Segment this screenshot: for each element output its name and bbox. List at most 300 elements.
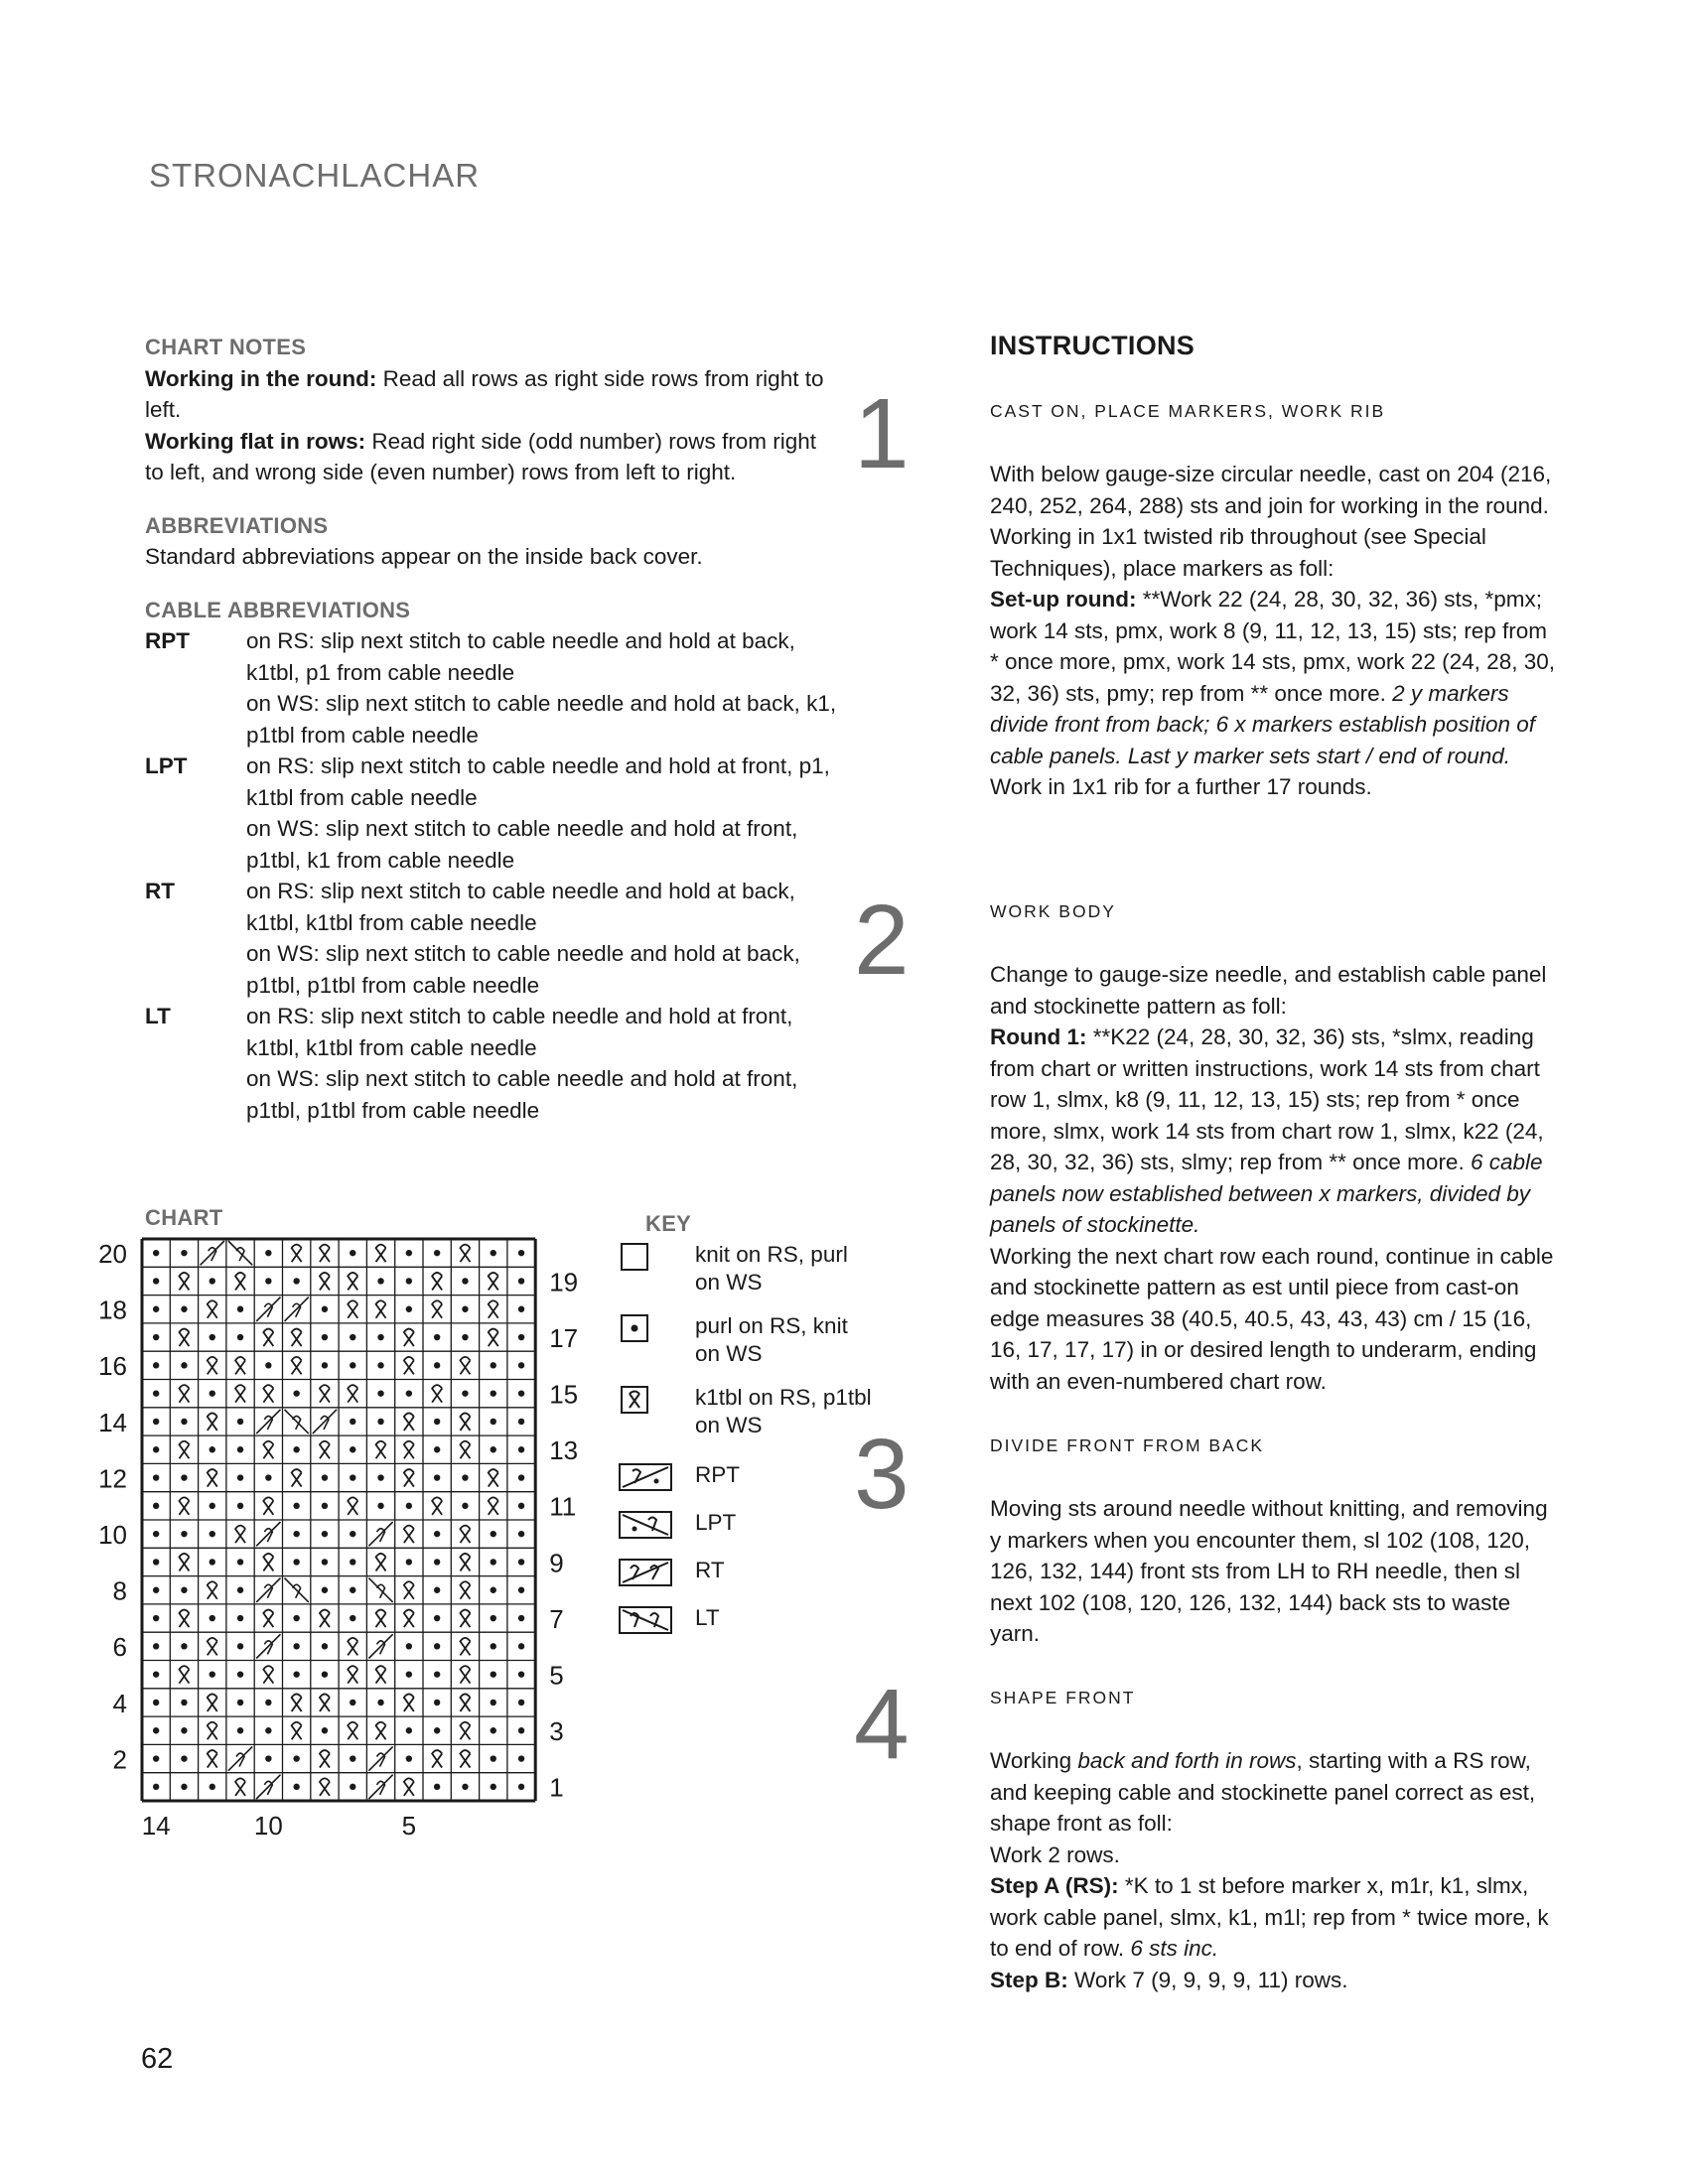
k1tbl-stitch-mark [489,1469,498,1487]
purl-stitch-mark [181,1419,187,1425]
purl-stitch-mark [491,1419,496,1425]
purl-stitch-mark [462,1784,468,1790]
purl-stitch-mark [350,1474,355,1480]
k1tbl-stitch-mark [320,1694,330,1711]
key-label: knit on RS, purl on WS [695,1242,848,1295]
k1tbl-stitch-mark [376,1441,386,1459]
lpt-symbol-icon [619,1511,674,1539]
purl-stitch-mark [322,1503,328,1509]
purl-stitch-mark [434,1250,440,1256]
purl-stitch-mark [237,1306,243,1312]
chart-row-label-right: 1 [549,1772,564,1803]
abbreviations-heading: ABBREVIATIONS [145,512,329,538]
k1tbl-stitch-mark [208,1750,217,1768]
k1tbl-stitch-mark [179,1441,189,1459]
chart-row-label-right: 15 [549,1379,579,1410]
k1tbl-stitch-mark [208,1469,217,1487]
purl-stitch-mark [265,1474,271,1480]
purl-stitch-mark [153,1700,159,1706]
chart-notes-heading: CHART NOTES [145,335,307,359]
cable-stitch-loop [321,1416,329,1430]
purl-stitch-mark [210,1531,215,1537]
chart-row-label-right: 17 [549,1322,579,1353]
k1tbl-stitch-mark [208,1722,217,1740]
purl-stitch-mark [265,1278,271,1284]
abbr-ws: on WS: slip next stitch to cable needle and hold at front, p1tbl, p1tbl from cable needle [246,1066,798,1123]
purl-stitch-mark [518,1643,524,1649]
purl-stitch-mark [434,1784,440,1790]
purl-stitch-mark [293,1446,299,1452]
purl-stitch-mark [518,1250,524,1256]
purl-stitch-mark [153,1250,159,1256]
cable-stitch-loop [264,1529,272,1543]
k1tbl-stitch-mark [376,1722,386,1740]
chart-stitch-label: 14 [141,1811,171,1841]
purl-stitch-mark [518,1671,524,1677]
k1tbl-stitch-mark [432,1497,442,1515]
purl-stitch-mark [518,1503,524,1509]
k1tbl-stitch-mark [263,1610,273,1628]
purl-stitch-mark [181,1727,187,1733]
purl-stitch-mark [181,1784,187,1790]
purl-stitch-mark [377,1503,383,1509]
purl-symbol-icon [621,1314,648,1342]
purl-stitch-mark [293,1503,299,1509]
purl-stitch-mark [210,1390,215,1396]
k1tbl-stitch-mark [179,1329,189,1347]
purl-stitch-mark [350,1419,355,1425]
k1tbl-stitch-mark [320,1273,330,1291]
k1tbl-stitch-mark [460,1610,470,1628]
k1tbl-stitch-mark [179,1273,189,1291]
purl-stitch-mark [434,1559,440,1565]
k1tbl-stitch-mark [320,1245,330,1263]
purl-stitch-mark [237,1615,243,1621]
step-1-para: Working in 1x1 twisted rib throughout (see Special Techniques), place markers as foll: [990,524,1486,581]
purl-stitch-mark [181,1700,187,1706]
purl-stitch-mark [237,1446,243,1452]
chart-row-label-left: 20 [98,1239,127,1269]
step-number-2: 2 [854,885,910,996]
k1tbl-stitch-mark [376,1554,386,1571]
purl-stitch-mark [153,1334,159,1340]
k1tbl-stitch-mark [208,1638,217,1656]
purl-stitch-mark [153,1615,159,1621]
step-3-para: Moving sts around needle without knitting, and removing y markers when you encounter them, sl 102 (108, 120, 126, 132, 144) front sts from LH to RH needle, then sl next 102 (108, 120, 126, 132, 144) back sts to waste yarn. [990,1496,1548,1646]
purl-stitch-mark [293,1531,299,1537]
chart-stitch-label: 5 [401,1811,417,1841]
cable-stitch-mark [256,1578,280,1602]
chart-row-label-left: 16 [98,1351,127,1382]
k1tbl-stitch-mark [432,1750,442,1768]
k1tbl-stitch-mark [404,1413,414,1431]
purl-stitch-mark [406,1559,412,1565]
purl-stitch-mark [322,1306,328,1312]
k1tbl-stitch-mark [460,1694,470,1711]
abbr-ws: on WS: slip next stitch to cable needle and hold at front, p1tbl, k1 from cable needle [246,816,798,873]
chart-row-label-right: 3 [549,1716,564,1747]
purl-stitch-mark [518,1755,524,1761]
k1tbl-symbol-icon [621,1386,648,1414]
k1tbl-stitch-mark [376,1245,386,1263]
chart-row-label-right: 13 [549,1435,579,1466]
purl-stitch-mark [462,1306,468,1312]
purl-stitch-mark [518,1362,524,1368]
step-2-para: Working the next chart row each round, continue in cable and stockinette pattern as est until piece from cast-on edge measures 38 (40.5, 40.5, 43, 43, 43) cm / 15 (16, 16, 17, 17, 17) in or desired length to underarm, ending with an even-numbered chart row. [990,1243,1554,1394]
purl-stitch-mark [518,1587,524,1593]
purl-stitch-mark [491,1671,496,1677]
purl-stitch-mark [434,1446,440,1452]
purl-stitch-mark [210,1784,215,1790]
cable-stitch-loop [377,1753,385,1767]
purl-stitch-mark [350,1784,355,1790]
cable-stitch-mark [256,1297,280,1321]
abbreviations-text: Standard abbreviations appear on the inside back cover. [145,544,703,569]
key-label: RT [695,1558,725,1582]
purl-stitch-mark [518,1334,524,1340]
knit-symbol-icon [621,1243,648,1271]
purl-stitch-mark [406,1306,412,1312]
purl-stitch-mark [237,1643,243,1649]
purl-stitch-mark [518,1700,524,1706]
purl-stitch-mark [350,1700,355,1706]
k1tbl-stitch-mark [235,1526,245,1544]
purl-stitch-mark [237,1700,243,1706]
purl-stitch-mark [518,1531,524,1537]
lt-symbol-icon [619,1606,674,1634]
key-heading: KEY [645,1211,692,1236]
k1tbl-stitch-mark [348,1300,357,1318]
purl-stitch-mark [491,1615,496,1621]
purl-stitch-mark [406,1390,412,1396]
k1tbl-stitch-mark [292,1469,302,1487]
chart-row-label-left: 12 [98,1463,127,1494]
k1tbl-stitch-mark [263,1666,273,1684]
step-4-heading: SHAPE FRONT [990,1688,1136,1707]
k1tbl-stitch-mark [376,1666,386,1684]
purl-stitch-mark [491,1531,496,1537]
cable-stitch-mark [368,1746,392,1770]
chart-heading: CHART [145,1205,223,1230]
purl-stitch-mark [322,1559,328,1565]
chart-note-round: Working in the round: Read all rows as right side rows from right to left. [145,365,824,422]
purl-stitch-mark [406,1278,412,1284]
step-2-round1: Round 1: **K22 (24, 28, 30, 32, 36) sts, *slmx, reading from chart or written instructions, work 14 sts from chart row 1, slmx, k8 (9, 11, 12, 13, 15) sts; rep from * once more, slmx, work 14 sts from chart row 1, slmx, k22 (24, 28, 30, 32, 36) sts, slmy; rep from ** once more. 6 cable panels now established between x markers, divided by panels of stockinette. [990,1024,1544,1237]
k1tbl-stitch-mark [263,1385,273,1403]
purl-stitch-mark [181,1474,187,1480]
purl-stitch-mark [491,1362,496,1368]
cable-stitch-mark [256,1775,280,1799]
purl-stitch-mark [293,1615,299,1621]
purl-stitch-mark [518,1419,524,1425]
purl-stitch-mark [518,1474,524,1480]
cable-stitch-loop [264,1641,272,1655]
purl-stitch-mark [322,1587,328,1593]
purl-stitch-mark [181,1531,187,1537]
purl-stitch-mark [153,1587,159,1593]
purl-stitch-mark [491,1390,496,1396]
step-number-1: 1 [854,378,910,489]
chart-row-label-left: 10 [98,1520,127,1550]
k1tbl-stitch-mark [432,1273,442,1291]
purl-stitch-mark [350,1755,355,1761]
purl-stitch-mark [237,1419,243,1425]
chart-row-label-right: 11 [549,1491,577,1522]
k1tbl-stitch-mark [348,1385,357,1403]
step-4-para: Work 2 rows. [990,1842,1120,1867]
k1tbl-stitch-mark [376,1610,386,1628]
k1tbl-stitch-mark [179,1610,189,1628]
key-label: LPT [695,1510,737,1535]
chart-row-label-left: 8 [112,1575,127,1606]
purl-stitch-mark [462,1278,468,1284]
purl-stitch-mark [293,1559,299,1565]
purl-stitch-mark [322,1362,328,1368]
k1tbl-stitch-mark [460,1638,470,1656]
k1tbl-stitch-mark [460,1554,470,1571]
purl-stitch-mark [153,1559,159,1565]
k1tbl-stitch-mark [179,1385,189,1403]
k1tbl-stitch-mark [404,1357,414,1375]
cable-abbreviations-heading: CABLE ABBREVIATIONS [145,597,411,622]
purl-stitch-mark [462,1474,468,1480]
purl-stitch-mark [491,1559,496,1565]
chart-note-flat: Working flat in rows: Read right side (odd number) rows from right to left, and wrong side (even number) rows from left to right. [145,428,817,484]
purl-stitch-mark [153,1784,159,1790]
step-3-body [990,1493,1556,1650]
step-1-setup: Set-up round: **Work 22 (24, 28, 30, 32, 36) sts, *pmx; work 14 sts, pmx, work 8 (9, 11, 12, 13, 15) sts; rep from * once more, pmx, work 14 sts, pmx, work 22 (24, 28, 30, 32, 36) sts, pmy; rep from ** once more. 2 y markers divide front from back; 6 x markers establish position of cable panels. Last y marker sets start / end of round. [990,587,1555,768]
k1tbl-stitch-mark [320,1441,330,1459]
purl-stitch-mark [237,1334,243,1340]
step-3-heading: DIVIDE FRONT FROM BACK [990,1435,1265,1455]
k1tbl-stitch-mark [320,1610,330,1628]
purl-stitch-mark [406,1755,412,1761]
purl-stitch-mark [434,1671,440,1677]
purl-stitch-mark [153,1419,159,1425]
purl-stitch-mark [293,1278,299,1284]
purl-stitch-mark [293,1671,299,1677]
purl-stitch-mark [518,1784,524,1790]
cable-stitch-loop [209,1248,216,1262]
step-1-para: Work in 1x1 rib for a further 17 rounds. [990,774,1372,799]
purl-stitch-mark [237,1727,243,1733]
purl-stitch-mark [210,1559,215,1565]
purl-stitch-mark [153,1390,159,1396]
purl-stitch-mark [406,1727,412,1733]
k1tbl-stitch-mark [263,1441,273,1459]
purl-stitch-mark [350,1559,355,1565]
k1tbl-stitch-mark [179,1666,189,1684]
purl-stitch-mark [322,1671,328,1677]
purl-stitch-mark [293,1643,299,1649]
purl-stitch-mark [518,1559,524,1565]
k1tbl-stitch-mark [404,1469,414,1487]
purl-stitch-mark [293,1390,299,1396]
k1tbl-stitch-mark [404,1610,414,1628]
purl-stitch-mark [434,1474,440,1480]
cable-stitch-loop [264,1303,272,1317]
cable-stitch-loop [264,1781,272,1795]
abbr-ws: on WS: slip next stitch to cable needle and hold at back, p1tbl, p1tbl from cable needle [246,941,800,998]
cable-stitch-loop [377,1584,385,1598]
k1tbl-stitch-mark [489,1497,498,1515]
k1tbl-stitch-mark [460,1666,470,1684]
abbr-rs: on RS: slip next stitch to cable needle and hold at back, k1tbl, k1tbl from cable needle [246,879,795,935]
purl-stitch-mark [491,1700,496,1706]
purl-stitch-mark [377,1700,383,1706]
k1tbl-stitch-mark [292,1329,302,1347]
k1tbl-stitch-mark [348,1666,357,1684]
cable-stitch-mark [256,1410,280,1433]
abbr-ws: on WS: slip next stitch to cable needle and hold at back, k1, p1tbl from cable needle [246,691,837,748]
purl-stitch-mark [434,1419,440,1425]
purl-stitch-mark [153,1362,159,1368]
k1tbl-stitch-mark [348,1638,357,1656]
k1tbl-stitch-mark [404,1778,414,1796]
purl-stitch-mark [518,1615,524,1621]
k1tbl-stitch-mark [263,1554,273,1571]
purl-stitch-mark [434,1727,440,1733]
key-label: LT [695,1605,720,1630]
purl-stitch-mark [153,1446,159,1452]
purl-stitch-mark [322,1727,328,1733]
cable-stitch-mark [368,1522,392,1546]
chart-row-label-right: 7 [549,1603,564,1634]
purl-stitch-mark [518,1278,524,1284]
step-2-body [990,959,1556,1397]
k1tbl-stitch-mark [460,1245,470,1263]
purl-stitch-mark [518,1306,524,1312]
key-label: purl on RS, knit on WS [695,1313,848,1366]
k1tbl-stitch-mark [179,1497,189,1515]
cable-stitch-loop [264,1584,272,1598]
k1tbl-stitch-mark [292,1694,302,1711]
purl-stitch-mark [377,1278,383,1284]
cable-stitch-loop [236,1248,244,1262]
k1tbl-stitch-mark [235,1385,245,1403]
purl-stitch-mark [153,1503,159,1509]
purl-stitch-mark [237,1503,243,1509]
purl-stitch-mark [491,1250,496,1256]
purl-stitch-mark [153,1727,159,1733]
purl-stitch-mark [237,1587,243,1593]
rpt-symbol-icon [619,1463,674,1491]
purl-stitch-mark [181,1587,187,1593]
purl-stitch-mark [322,1531,328,1537]
page-number: 62 [141,2043,174,2075]
purl-stitch-mark [350,1334,355,1340]
cable-stitch-loop [377,1781,385,1795]
purl-stitch-mark [265,1727,271,1733]
cable-stitch-loop [264,1416,272,1430]
purl-stitch-mark [434,1587,440,1593]
abbr-code: RPT [145,628,190,653]
step-4-body [990,1745,1556,1995]
purl-stitch-mark [153,1755,159,1761]
k1tbl-stitch-mark [235,1357,245,1375]
cable-stitch-mark [201,1241,224,1265]
purl-stitch-mark [265,1250,271,1256]
purl-stitch-mark [518,1446,524,1452]
purl-stitch-mark [491,1784,496,1790]
purl-stitch-mark [434,1531,440,1537]
chart-row-label-right: 19 [549,1267,579,1297]
purl-stitch-mark [181,1250,187,1256]
cable-stitch-loop [377,1641,385,1655]
k1tbl-stitch-mark [432,1300,442,1318]
k1tbl-stitch-mark [348,1273,357,1291]
purl-stitch-mark [518,1390,524,1396]
purl-stitch-mark [434,1334,440,1340]
purl-stitch-mark [462,1334,468,1340]
purl-stitch-mark [237,1559,243,1565]
cable-stitch-mark [368,1634,392,1658]
purl-stitch-mark [153,1278,159,1284]
purl-stitch-mark [181,1306,187,1312]
purl-stitch-mark [293,1755,299,1761]
purl-stitch-mark [406,1643,412,1649]
key-label: k1tbl on RS, p1tbl on WS [695,1385,872,1437]
k1tbl-stitch-mark [460,1750,470,1768]
purl-stitch-mark [350,1446,355,1452]
purl-stitch-mark [377,1362,383,1368]
k1tbl-stitch-mark [489,1273,498,1291]
k1tbl-stitch-mark [460,1722,470,1740]
purl-stitch-mark [153,1531,159,1537]
purl-stitch-mark [377,1334,383,1340]
purl-stitch-mark [491,1446,496,1452]
chart-row-label-left: 6 [112,1632,127,1663]
abbr-code: RT [145,879,175,903]
purl-stitch-mark [406,1671,412,1677]
k1tbl-stitch-mark [489,1329,498,1347]
purl-stitch-mark [210,1671,215,1677]
step-4-step-b: Step B: Work 7 (9, 9, 9, 9, 11) rows. [990,1967,1348,1992]
abbr-rs: on RS: slip next stitch to cable needle and hold at back, k1tbl, p1 from cable needle [246,628,795,685]
step-number-4: 4 [854,1669,910,1780]
purl-stitch-mark [406,1250,412,1256]
purl-stitch-mark [210,1278,215,1284]
purl-stitch-mark [434,1615,440,1621]
purl-stitch-mark [491,1643,496,1649]
purl-stitch-mark [518,1727,524,1733]
k1tbl-stitch-mark [235,1273,245,1291]
abbr-code: LPT [145,753,188,778]
k1tbl-stitch-mark [460,1526,470,1544]
purl-stitch-mark [153,1671,159,1677]
purl-stitch-mark [406,1503,412,1509]
purl-stitch-mark [153,1306,159,1312]
cable-stitch-mark [228,1746,252,1770]
purl-stitch-mark [434,1643,440,1649]
purl-stitch-mark [377,1390,383,1396]
chart-row-label-left: 2 [112,1744,127,1775]
k1tbl-stitch-mark [208,1694,217,1711]
purl-stitch-mark [322,1643,328,1649]
purl-stitch-mark [491,1727,496,1733]
purl-stitch-mark [210,1334,215,1340]
purl-stitch-mark [210,1446,215,1452]
k1tbl-stitch-mark [208,1357,217,1375]
cable-stitch-mark [256,1522,280,1546]
purl-stitch-mark [491,1755,496,1761]
cable-stitch-loop [377,1529,385,1543]
cable-stitch-mark [256,1634,280,1658]
purl-stitch-mark [153,1474,159,1480]
cable-stitch-mark [313,1410,337,1433]
purl-stitch-mark [265,1755,271,1761]
purl-stitch-mark [181,1755,187,1761]
